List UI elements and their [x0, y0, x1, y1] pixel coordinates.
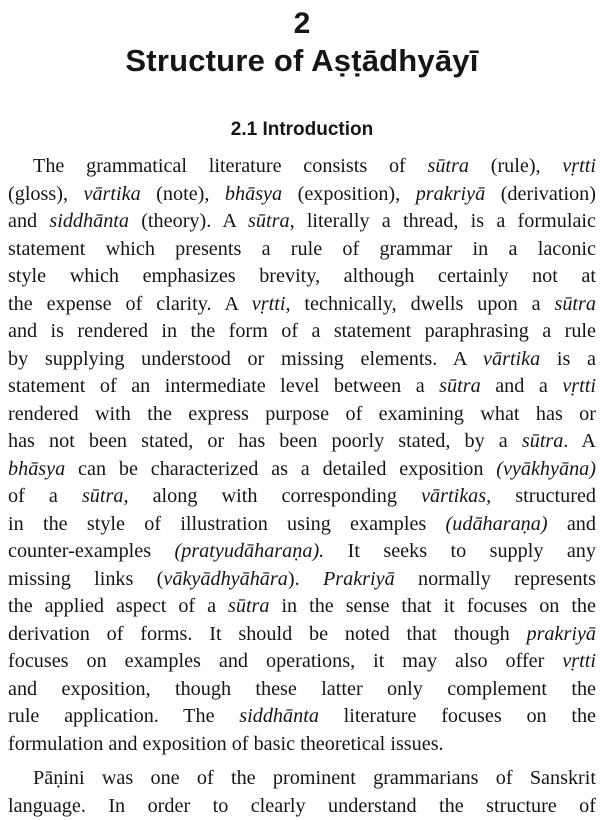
text-line: missing links (vākyādhyāhāra). Prakriyā normally represents — [8, 566, 596, 594]
text-line: by supplying understood or missing elements. A vārtika is a — [8, 346, 596, 374]
text-line: derivation of forms. It should be noted that though prakriyā — [8, 621, 596, 649]
chapter-number: 2 — [8, 6, 596, 42]
paragraph-panini — [8, 765, 596, 820]
text-line: in the style of illustration using examples (udāharaṇa) and — [8, 511, 596, 539]
text-line: formulation and exposition of basic theoretical issues. — [8, 731, 596, 759]
text-line: statement which presents a rule of grammar in a laconic — [8, 236, 596, 264]
text-line: The grammatical literature consists of sūtra (rule), vṛtti — [8, 153, 596, 181]
text-line: rule application. The siddhānta literature focuses on the — [8, 703, 596, 731]
text-line: rendered with the express purpose of examining what has or — [8, 401, 596, 429]
text-line: focuses on examples and operations, it may also offer vṛtti — [8, 648, 596, 676]
text-line: and siddhānta (theory). A sūtra, literally a thread, is a formulaic — [8, 208, 596, 236]
text-line: statement of an intermediate level between a sūtra and a vṛtti — [8, 373, 596, 401]
text-line: style which emphasizes brevity, although certainly not at — [8, 263, 596, 291]
text-line: the applied aspect of a sūtra in the sense that it focuses on the — [8, 593, 596, 621]
text-line: of a sūtra, along with corresponding vārtikas, structured — [8, 483, 596, 511]
text-line: the expense of clarity. A vṛtti, technically, dwells upon a sūtra — [8, 291, 596, 319]
book-page — [8, 0, 596, 815]
paragraph-introduction — [8, 153, 596, 758]
text-line: counter-examples (pratyudāharaṇa). It seeks to supply any — [8, 538, 596, 566]
text-line: and exposition, though these latter only complement the — [8, 676, 596, 704]
text-line: and is rendered in the form of a statement paraphrasing a rule — [8, 318, 596, 346]
section-heading: 2.1 Introduction — [8, 117, 596, 143]
text-line: bhāsya can be characterized as a detailed exposition (vyākhyāna) — [8, 456, 596, 484]
chapter-title: Structure of Aṣṭādhyāyī — [8, 42, 596, 82]
text-line: has not been stated, or has been poorly stated, by a sūtra. A — [8, 428, 596, 456]
text-line: (gloss), vārtika (note), bhāsya (exposition), prakriyā (derivation) — [8, 181, 596, 209]
text-line: Pāṇini was one of the prominent grammarians of Sanskrit — [8, 765, 596, 793]
text-line: language. In order to clearly understand the structure of — [8, 793, 596, 820]
